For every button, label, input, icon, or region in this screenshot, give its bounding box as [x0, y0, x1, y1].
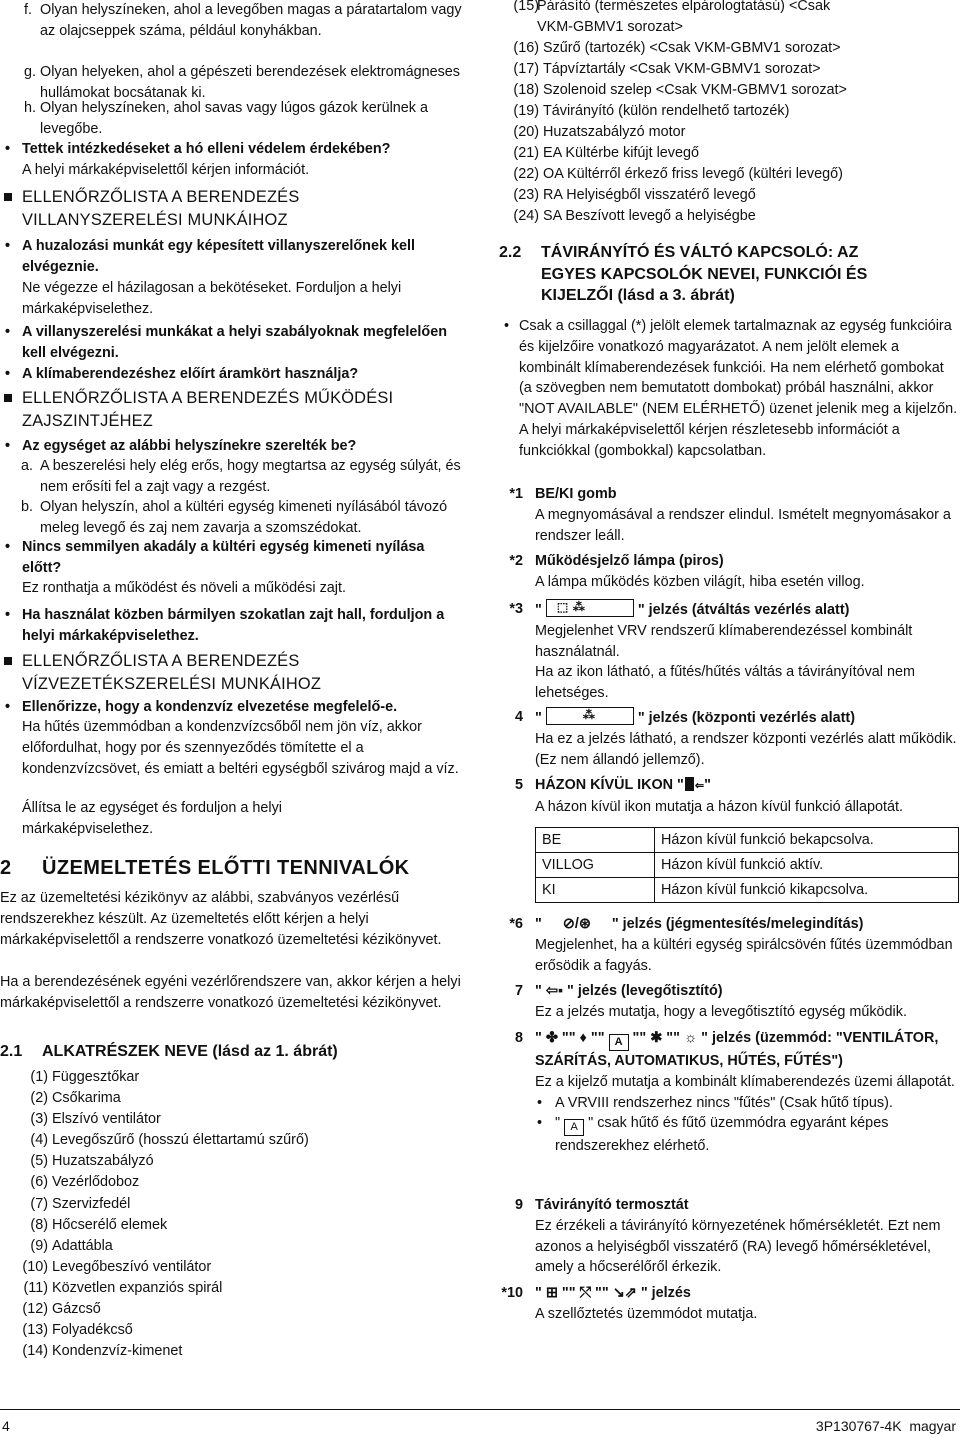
list-item: (14) Kondenzvíz-kimenet: [22, 1343, 183, 1360]
away-door-icon: [685, 777, 694, 791]
checklist-question: • Ha használat közben bármilyen szokatlan zajt hall, forduljon a helyi márkaképviselethez.: [0, 605, 462, 647]
list-item: (19) Távirányító (külön rendelhető tartozék): [513, 102, 790, 119]
parts-list: [0, 1067, 462, 1362]
list-item: (11) Közvetlen expanziós spirál: [23, 1279, 223, 1296]
table-row: VILLOG Házon kívül funkció aktív.: [536, 853, 959, 878]
item-3: *3 " ⬚ ⁂ " jelzés (átváltás vezérlés alatt) Megjelenhet VRV rendszerű klímaberendezéssel kombinált használatnál. Ha az ikon látható, a fűtés/hűtés váltás a távirányítóval nem lehetséges.: [509, 600, 915, 702]
item-7: 7 " ⇦▪ " jelzés (levegőtisztító) Ez a jelzés mutatja, hogy a levegőtisztító egység működik.: [514, 983, 907, 1020]
auto-mode-icon: A: [609, 1034, 629, 1051]
checklist-answer: Ne végezze el házilagosan a bekötéseket. Forduljon a helyi márkaképviselethez.: [22, 280, 402, 317]
heat-exchange-icon: ⤲: [579, 1285, 592, 1301]
section-heading-electrical: ELLENŐRZŐLISTA A BERENDEZÉS VILLANYSZERELÉSI MUNKÁIHOZ: [0, 186, 462, 231]
list-item-g: g. Olyan helyeken, ahol a gépészeti berendezések elektromágneses hullámokat bocsátanak ki.: [24, 64, 460, 101]
square-bullet-icon: [4, 193, 12, 201]
list-item: (17) Tápvíztartály <Csak VKM-GBMV1 sorozat>: [513, 60, 821, 77]
ventilation-auto-icon: ⊞: [545, 1285, 558, 1301]
arrow-left-icon: ⇐: [694, 780, 705, 792]
checklist-question: • Az egységet az alábbi helyszínekre szerelték be?: [0, 436, 462, 457]
checklist-answer: Állítsa le az egységet és forduljon a helyi márkaképviselethez.: [22, 800, 282, 837]
checklist-question: • A klímaberendezéshez előírt áramkört használja?: [0, 364, 462, 385]
checklist-answer: A helyi márkaképviselettől kérjen információt.: [22, 162, 310, 178]
square-bullet-icon: [4, 657, 12, 665]
section-heading-plumbing: ELLENŐRZŐLISTA A BERENDEZÉS VÍZVEZETÉKSZERELÉSI MUNKÁIHOZ: [0, 650, 462, 695]
list-item-h: h. Olyan helyszíneken, ahol savas vagy lúgos gázok kerülnek a levegőbe.: [24, 100, 428, 137]
item-8: 8 " ✤ "" ♦ "" A "" ✱ "" ☼ " jelzés (üzemmód: "VENTILÁTOR, SZÁRÍTÁS, AUTOMATIKUS, HŰTÉS, FŰTÉS") Ez a kijelző mutatja a kombinált klímaberendezés üzemi állapotát. • A VRVIII rendszerhez nincs "fűtés" (Csak hűtő típus). • " A " csak hűtő és fűtő üzemmódra egyaránt képes rendszerekhez elérhető.: [499, 1028, 960, 1157]
defrost-icon: ⊘/⊛: [562, 916, 591, 932]
list-item: (20) Huzatszabályzó motor: [513, 123, 686, 140]
list-item: (4) Levegőszűrő (hosszú élettartamú szűrő): [30, 1132, 309, 1149]
list-item: • " A " csak hűtő és fűtő üzemmódra egyaránt képes rendszerekhez elérhető.: [537, 1115, 889, 1155]
central-control-icon: ⁂: [546, 707, 634, 725]
checklist-answer: Ez ronthatja a működést és növeli a működési zajt.: [22, 580, 346, 596]
list-item: (12) Gázcső: [22, 1301, 101, 1318]
dry-mode-icon: ♦: [579, 1030, 587, 1046]
table-row: KI Házon kívül funkció kikapcsolva.: [536, 878, 959, 903]
changeover-indicator-icon: ⬚ ⁂: [546, 599, 634, 617]
cool-mode-icon: ✱: [650, 1030, 663, 1046]
item-10: *10 " ⊞ "" ⤲ "" ↘⇗ " jelzés A szellőztetés üzemmódot mutatja.: [501, 1285, 758, 1322]
list-item: (13) Folyadékcső: [22, 1322, 133, 1339]
list-item: (3) Elszívó ventilátor: [30, 1111, 161, 1128]
checklist-question: • A villanyszerelési munkákat a helyi szabályoknak megfelelően kell elvégezni.: [0, 322, 462, 364]
page-number: 4: [2, 1418, 10, 1434]
footer-rule: [0, 1409, 960, 1410]
parts-list: [499, 0, 960, 227]
list-item: (21) EA Kültérbe kifújt levegő: [513, 144, 699, 161]
list-item: (23) RA Helyiségből visszatérő levegő: [513, 186, 756, 203]
item-6: *6 " ⊘/⊛ " jelzés (jégmentesítés/melegindítás) Megjelenhet, ha a kültéri egység spirálcsövén fűtés üzemmódban erősödik a fagyás.: [509, 916, 953, 974]
list-item: (1) Függesztőkar: [30, 1069, 140, 1085]
list-item: (15) Párásító (természetes elpárologtatású) <Csak VKM-GBMV1 sorozat>: [513, 0, 831, 35]
list-item: (18) Szolenoid szelep <Csak VKM-GBMV1 sorozat>: [513, 81, 847, 98]
section-heading-noise: ELLENŐRZŐLISTA A BERENDEZÉS MŰKÖDÉSI ZAJSZINTJÉHEZ: [0, 387, 462, 432]
list-item-a: a. A beszerelési hely elég erős, hogy megtartsa az egység súlyát, és nem erősíti fel a zajt vagy a rezgést.: [21, 458, 461, 495]
checklist-question: • Tettek intézkedéseket a hó elleni védelem érdekében?: [0, 139, 462, 160]
chapter-paragraph: Ha a berendezésének egyéni vezérlőrendszere van, akkor kérjen a helyi márkaképviselettől a rendszerre vonatkozó üzemeltetési kézikönyvet.: [0, 974, 461, 1011]
auto-mode-icon: A: [564, 1119, 584, 1136]
square-bullet-icon: [4, 394, 12, 402]
fan-mode-icon: ✤: [545, 1030, 558, 1046]
checklist-question: • A huzalozási munkát egy képesített villanyszerelőnek kell elvégeznie.: [0, 236, 462, 278]
list-item: (6) Vezérlődoboz: [30, 1174, 140, 1191]
list-item: (10) Levegőbeszívó ventilátor: [22, 1258, 212, 1275]
document-code: 3P130767-4K magyar: [815, 1418, 956, 1434]
list-item: (16) Szűrő (tartozék) <Csak VKM-GBMV1 sorozat>: [513, 39, 841, 56]
checklist-question: • Nincs semmilyen akadály a kültéri egység kimeneti nyílása előtt?: [0, 537, 462, 579]
item-2: *2 Működésjelző lámpa (piros) A lámpa működés közben világít, hiba esetén villog.: [509, 553, 865, 590]
list-item: (7) Szervizfedél: [30, 1195, 131, 1212]
subsection-heading: 2.1 ALKATRÉSZEK NEVE (lásd az 1. ábrát): [0, 1043, 338, 1060]
item-9: 9 Távirányító termosztát Ez érzékeli a távirányító környezetének hőmérsékletét. Ezt nem azonos a helyiségből visszatérő (RA) levegő hőmérsékletével, amely a hőcserélőről érkezik.: [514, 1197, 941, 1276]
list-item: (5) Huzatszabályzó: [30, 1153, 154, 1170]
list-item: (22) OA Kültérről érkező friss levegő (kültéri levegő): [513, 165, 843, 182]
checklist-answer: Ha hűtés üzemmódban a kondenzvízcsőből nem jön víz, akkor előfordulhat, hogy por és szennyeződés tömítette el a kondenzvízcsövet, és emiatt a beltéri egységből szivárog majd a víz.: [22, 719, 459, 777]
list-item-b: b. Olyan helyszín, ahol a kültéri egység kimeneti nyílásából távozó meleg levegő és zaj nem zavarja a szomszédokat.: [21, 499, 448, 536]
air-cleaner-icon: ⇦▪: [545, 983, 563, 999]
list-item: • A VRVIII rendszerhez nincs "fűtés" (Csak hűtő típus).: [537, 1094, 893, 1111]
table-row: BE Házon kívül funkció bekapcsolva.: [536, 828, 959, 853]
intro-paragraph: • Csak a csillaggal (*) jelölt elemek tartalmaznak az egység funkcióira és kijelzőire vonatkozó magyarázatot. A nem jelölt elemek a kombinált klímaberendezések funkciói. Ha nem elérhető gombokat (a szövegben nem bemutatott dombokat) próbál használni, akkor "NOT AVAILABLE" (NEM ELÉRHETŐ) üzenet jelenik meg a kijelzőn. A helyi márkaképviselettől kérjen részletesebb információt a funkciókkal (gombokkal) kapcsolatban.: [499, 316, 960, 462]
list-item: (8) Hőcserélő elemek: [30, 1216, 168, 1233]
chapter-heading: 2 ÜZEMELTETÉS ELŐTTI TENNIVALÓK: [0, 857, 410, 879]
checklist-question: • Ellenőrizze, hogy a kondenzvíz elvezetése megfelelő-e.: [0, 697, 462, 718]
list-item: (9) Adattábla: [30, 1237, 113, 1254]
list-item: (24) SA Beszívott levegő a helyiségbe: [513, 207, 756, 224]
bypass-icon: ↘⇗: [612, 1285, 637, 1301]
item-4: 4 " ⁂ " jelzés (központi vezérlés alatt) Ha ez a jelzés látható, a rendszer központi vezérlés alatt működik. (Ez nem állandó jellemző).: [514, 708, 957, 768]
list-item: (2) Csőkarima: [30, 1090, 121, 1107]
away-status-table: [535, 827, 959, 903]
subsection-heading: 2.2 TÁVIRÁNYÍTÓ ÉS VÁLTÓ KAPCSOLÓ: AZ EGYES KAPCSOLÓK NEVEI, FUNKCIÓI ÉS KIJELZŐI (lásd a 3. ábrát): [499, 244, 868, 304]
list-item-f: f. Olyan helyszíneken, ahol a levegőben magas a páratartalom vagy az olajcseppek száma, például konyhákban.: [24, 2, 462, 39]
heat-mode-icon: ☼: [683, 1030, 698, 1046]
chapter-paragraph: Ez az üzemeltetési kézikönyv az alábbi, szabványos vezérlésű rendszerekhez készült. Az üzemeltetés előtt kérjen a helyi márkaképviselettől a rendszerre vonatkozó üzemeltetési kézikönyvet.: [0, 890, 442, 948]
item-5: 5 HÁZON KÍVÜL IKON " ⇐" A házon kívül ikon mutatja a házon kívül funkció állapotát.: [514, 777, 903, 815]
item-1: *1 BE/KI gomb A megnyomásával a rendszer elindul. Ismételt megnyomásakor a rendszer leáll.: [509, 486, 951, 544]
